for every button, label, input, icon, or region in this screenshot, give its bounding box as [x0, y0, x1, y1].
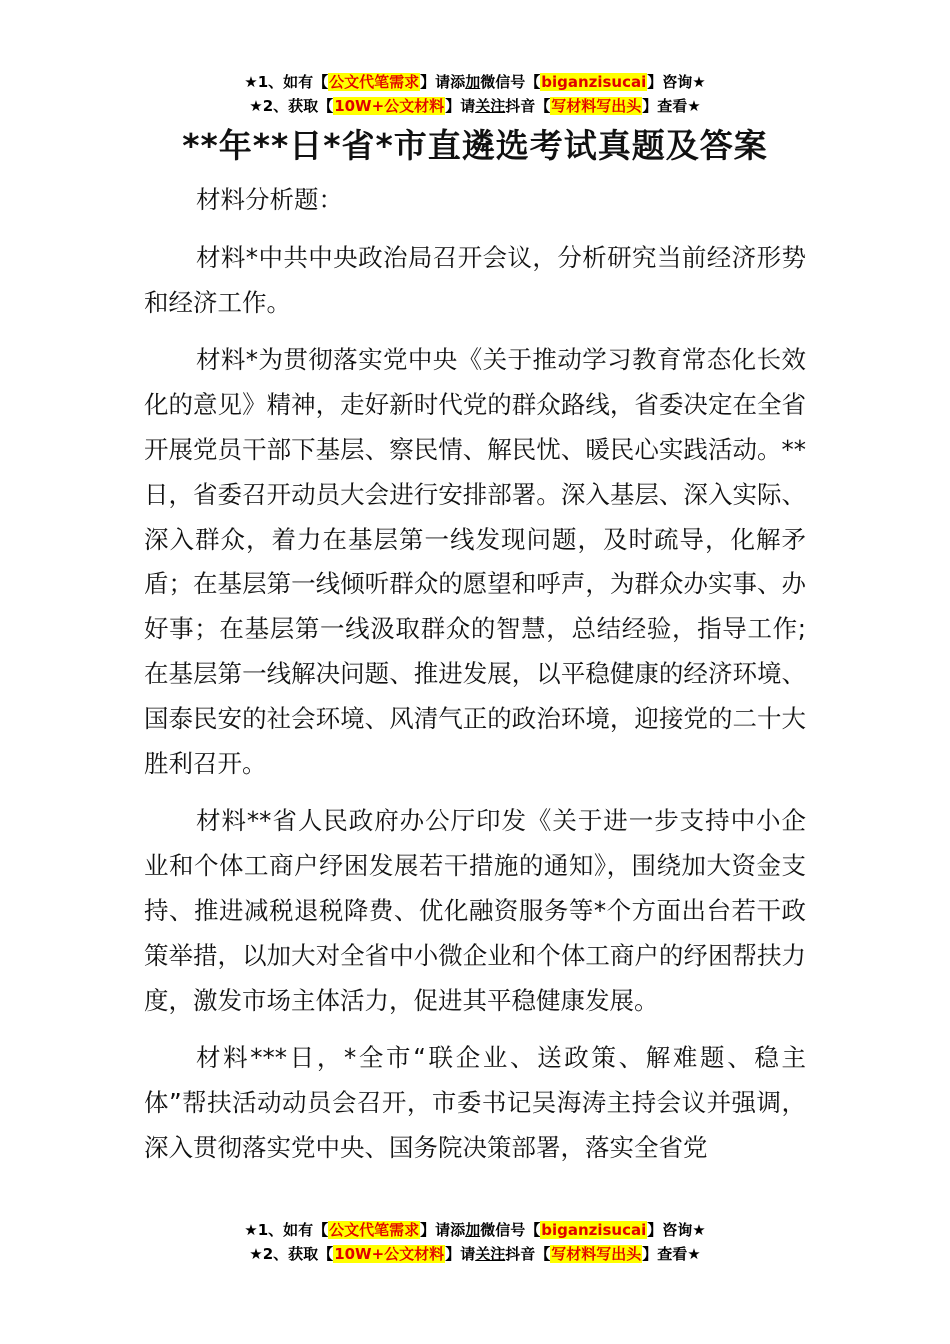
banner-text: 】咨询★ — [647, 1221, 706, 1239]
paragraph: 材料**省人民政府办公厅印发《关于进一步支持中小企业和个体工商户纾困发展若干措施的通知》，围绕加大资金支持、推进减税退税降费、优化融资服务等*个方面出台若干政策举措，以加大对全省中小微企业和个体工商户的纾困帮扶力度，激发市场主体活力，促进其平稳健康发展。 — [144, 806, 806, 1015]
douyin-account: 写材料写出头 — [551, 97, 642, 115]
highlight-text: 公文代笔需求 — [329, 1221, 420, 1239]
section-label: 材料分析题： — [196, 185, 343, 214]
banner-text: 微信号【 — [480, 1221, 541, 1239]
banner-text: ★2、获取【 — [249, 97, 334, 115]
highlight-text: 公文代笔需求 — [329, 73, 420, 91]
banner-line-1 — [0, 70, 950, 94]
underlined-text: 加 — [465, 73, 481, 91]
wechat-id: biganzisucai — [541, 1221, 647, 1239]
wechat-id: biganzisucai — [541, 73, 647, 91]
header-banner — [0, 70, 950, 118]
banner-text: 】请添 — [420, 1221, 466, 1239]
paragraph: 材料***日，*全市“联企业、送政策、解难题、稳主体”帮扶活动动员会召开，市委书记吴海涛主持会议并强调，深入贯彻落实党中央、国务院决策部署，落实全省党 — [144, 1043, 806, 1162]
highlight-text: 10W+公文材料 — [334, 97, 445, 115]
banner-text: 抖音【 — [505, 1245, 551, 1263]
douyin-account: 写材料写出头 — [551, 1245, 642, 1263]
banner-text: 】咨询★ — [647, 73, 706, 91]
highlight-text: 10W+公文材料 — [334, 1245, 445, 1263]
banner-text: 】请 — [445, 97, 476, 115]
banner-text: 微信号【 — [480, 73, 541, 91]
paragraph: 材料*中共中央政治局召开会议，分析研究当前经济形势和经济工作。 — [144, 242, 806, 317]
page-title: **年**日*省*市直遴选考试真题及答案 — [182, 126, 768, 165]
banner-line-2 — [0, 94, 950, 118]
underlined-text: 加 — [465, 1221, 481, 1239]
underlined-text: 关注 — [475, 97, 506, 115]
banner-text: ★2、获取【 — [249, 1245, 334, 1263]
banner-text: 】请 — [445, 1245, 476, 1263]
banner-text: ★1、如有【 — [244, 1221, 329, 1239]
paragraph: 材料*为贯彻落实党中央《关于推动学习教育常态化长效化的意见》精神，走好新时代党的群众路线，省委决定在全省开展党员干部下基层、察民情、解民忧、暖民心实践活动。**日，省委召开动员大会进行安排部署。深入基层、深入实际、深入群众，着力在基层第一线发现问题，及时疏导，化解矛盾；在基层第一线倾听群众的愿望和呼声，为群众办实事、办好事；在基层第一线汲取群众的智慧，总结经验，指导工作;在基层第一线解决问题、推进发展，以平稳健康的经济环境、国泰民安的社会环境、风清气正的政治环境，迎接党的二十大胜利召开。 — [144, 345, 806, 778]
banner-line-1 — [0, 1218, 950, 1242]
underlined-text: 关注 — [475, 1245, 506, 1263]
document-body — [144, 178, 806, 1184]
banner-text: 抖音【 — [505, 97, 551, 115]
banner-text: 】查看★ — [642, 97, 701, 115]
banner-line-2 — [0, 1242, 950, 1266]
footer-banner — [0, 1218, 950, 1266]
banner-text: 】请添 — [420, 73, 466, 91]
banner-text: ★1、如有【 — [244, 73, 329, 91]
banner-text: 】查看★ — [642, 1245, 701, 1263]
